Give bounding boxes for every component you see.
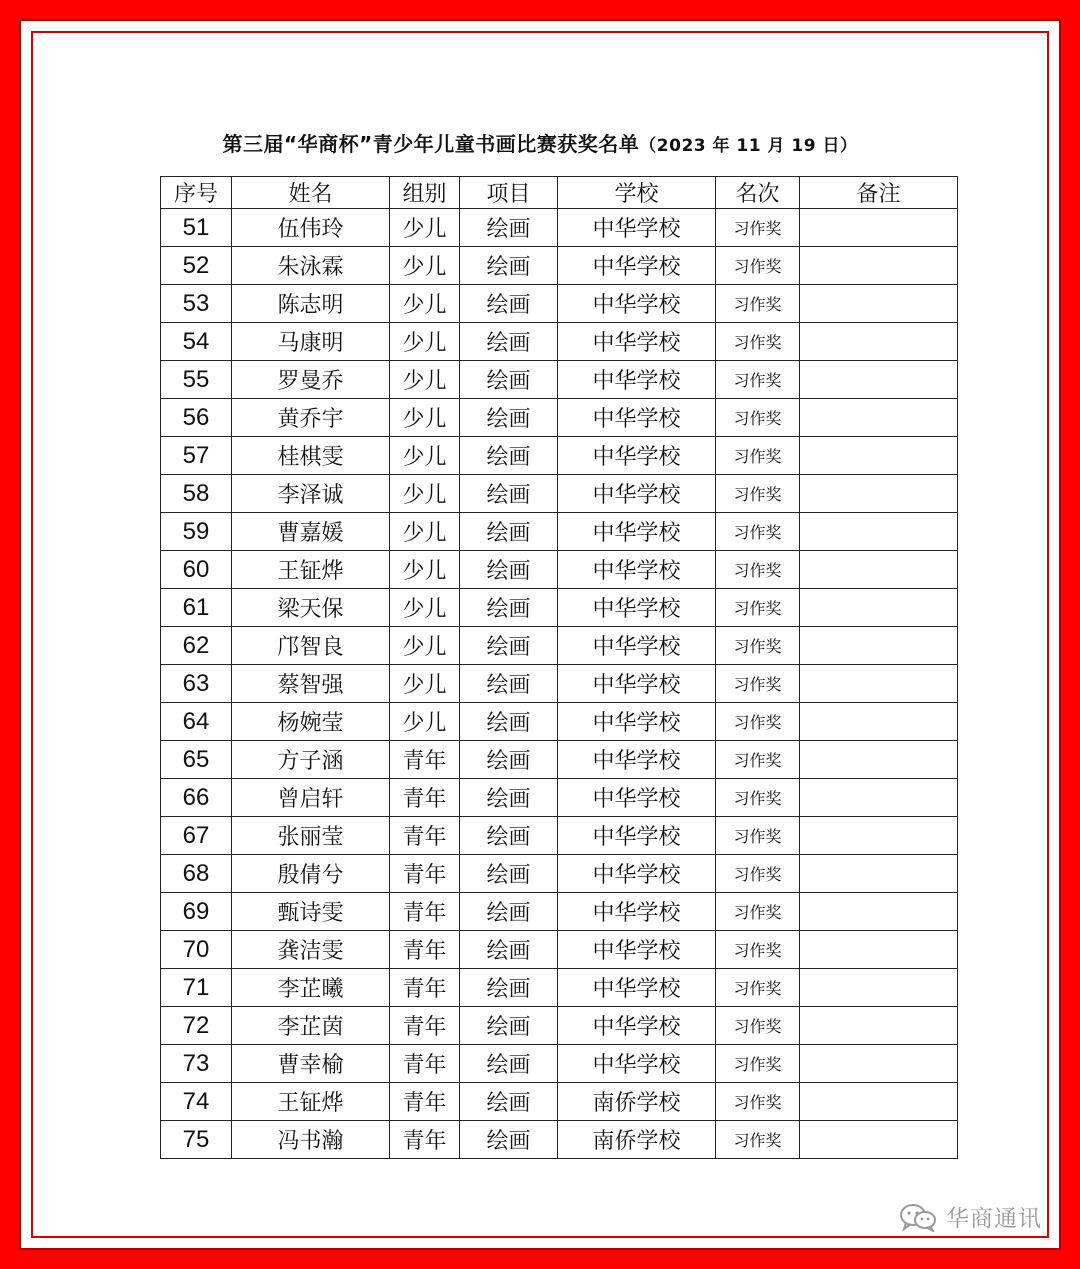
cell-note bbox=[800, 703, 958, 741]
table-row bbox=[161, 247, 958, 285]
table-row bbox=[161, 665, 958, 703]
cell-school: 中华学校 bbox=[558, 247, 716, 285]
cell-rank: 习作奖 bbox=[716, 209, 800, 247]
cell-group: 少儿 bbox=[390, 247, 460, 285]
cell-name: 李芷茵 bbox=[232, 1007, 390, 1045]
cell-name: 王钲烨 bbox=[232, 551, 390, 589]
cell-school: 中华学校 bbox=[558, 1007, 716, 1045]
cell-no: 72 bbox=[161, 1007, 232, 1045]
cell-project: 绘画 bbox=[460, 1007, 558, 1045]
cell-note bbox=[800, 437, 958, 475]
header-project: 项目 bbox=[460, 177, 558, 209]
cell-project: 绘画 bbox=[460, 893, 558, 931]
table-row bbox=[161, 817, 958, 855]
watermark-text: 华商通讯 bbox=[946, 1206, 1042, 1232]
cell-no: 57 bbox=[161, 437, 232, 475]
watermark bbox=[898, 1200, 1042, 1233]
cell-school: 中华学校 bbox=[558, 893, 716, 931]
cell-no: 53 bbox=[161, 285, 232, 323]
table-row bbox=[161, 893, 958, 931]
cell-no: 52 bbox=[161, 247, 232, 285]
cell-rank: 习作奖 bbox=[716, 1007, 800, 1045]
cell-note bbox=[800, 893, 958, 931]
cell-group: 青年 bbox=[390, 741, 460, 779]
cell-project: 绘画 bbox=[460, 627, 558, 665]
cell-group: 少儿 bbox=[390, 323, 460, 361]
cell-no: 62 bbox=[161, 627, 232, 665]
cell-no: 63 bbox=[161, 665, 232, 703]
cell-school: 中华学校 bbox=[558, 665, 716, 703]
cell-project: 绘画 bbox=[460, 1121, 558, 1159]
cell-no: 64 bbox=[161, 703, 232, 741]
cell-project: 绘画 bbox=[460, 551, 558, 589]
cell-name: 曹嘉媛 bbox=[232, 513, 390, 551]
cell-rank: 习作奖 bbox=[716, 399, 800, 437]
table-row bbox=[161, 703, 958, 741]
cell-rank: 习作奖 bbox=[716, 1121, 800, 1159]
cell-school: 中华学校 bbox=[558, 817, 716, 855]
cell-no: 65 bbox=[161, 741, 232, 779]
cell-rank: 习作奖 bbox=[716, 893, 800, 931]
cell-no: 69 bbox=[161, 893, 232, 931]
cell-no: 58 bbox=[161, 475, 232, 513]
cell-project: 绘画 bbox=[460, 361, 558, 399]
cell-no: 59 bbox=[161, 513, 232, 551]
cell-project: 绘画 bbox=[460, 475, 558, 513]
header-school: 学校 bbox=[558, 177, 716, 209]
cell-group: 青年 bbox=[390, 817, 460, 855]
cell-school: 中华学校 bbox=[558, 437, 716, 475]
cell-note bbox=[800, 209, 958, 247]
table-row bbox=[161, 399, 958, 437]
table-row bbox=[161, 779, 958, 817]
cell-rank: 习作奖 bbox=[716, 779, 800, 817]
cell-no: 73 bbox=[161, 1045, 232, 1083]
cell-name: 王钲烨 bbox=[232, 1083, 390, 1121]
cell-rank: 习作奖 bbox=[716, 437, 800, 475]
cell-school: 中华学校 bbox=[558, 209, 716, 247]
cell-project: 绘画 bbox=[460, 741, 558, 779]
cell-no: 71 bbox=[161, 969, 232, 1007]
cell-school: 中华学校 bbox=[558, 323, 716, 361]
cell-name: 黄乔宇 bbox=[232, 399, 390, 437]
cell-school: 中华学校 bbox=[558, 475, 716, 513]
cell-group: 少儿 bbox=[390, 361, 460, 399]
cell-no: 75 bbox=[161, 1121, 232, 1159]
cell-rank: 习作奖 bbox=[716, 551, 800, 589]
cell-rank: 习作奖 bbox=[716, 589, 800, 627]
table-row bbox=[161, 627, 958, 665]
table-row bbox=[161, 437, 958, 475]
cell-group: 青年 bbox=[390, 969, 460, 1007]
cell-school: 中华学校 bbox=[558, 399, 716, 437]
cell-no: 74 bbox=[161, 1083, 232, 1121]
cell-no: 60 bbox=[161, 551, 232, 589]
cell-rank: 习作奖 bbox=[716, 475, 800, 513]
award-table bbox=[160, 176, 958, 1159]
cell-group: 少儿 bbox=[390, 589, 460, 627]
cell-school: 中华学校 bbox=[558, 969, 716, 1007]
header-group: 组别 bbox=[390, 177, 460, 209]
cell-name: 邝智良 bbox=[232, 627, 390, 665]
table-row bbox=[161, 323, 958, 361]
table-row bbox=[161, 475, 958, 513]
cell-rank: 习作奖 bbox=[716, 323, 800, 361]
cell-project: 绘画 bbox=[460, 665, 558, 703]
header-note: 备注 bbox=[800, 177, 958, 209]
cell-school: 中华学校 bbox=[558, 589, 716, 627]
cell-rank: 习作奖 bbox=[716, 247, 800, 285]
cell-group: 少儿 bbox=[390, 285, 460, 323]
cell-group: 少儿 bbox=[390, 627, 460, 665]
cell-group: 少儿 bbox=[390, 665, 460, 703]
table-row bbox=[161, 855, 958, 893]
cell-project: 绘画 bbox=[460, 1045, 558, 1083]
page-title bbox=[0, 128, 1080, 157]
table-row bbox=[161, 589, 958, 627]
cell-no: 56 bbox=[161, 399, 232, 437]
cell-rank: 习作奖 bbox=[716, 817, 800, 855]
table-row bbox=[161, 1083, 958, 1121]
cell-no: 54 bbox=[161, 323, 232, 361]
cell-group: 青年 bbox=[390, 893, 460, 931]
cell-group: 青年 bbox=[390, 1121, 460, 1159]
cell-note bbox=[800, 285, 958, 323]
cell-group: 少儿 bbox=[390, 399, 460, 437]
cell-note bbox=[800, 513, 958, 551]
cell-project: 绘画 bbox=[460, 969, 558, 1007]
cell-name: 马康明 bbox=[232, 323, 390, 361]
cell-project: 绘画 bbox=[460, 1083, 558, 1121]
table-row bbox=[161, 1007, 958, 1045]
cell-school: 中华学校 bbox=[558, 551, 716, 589]
cell-group: 青年 bbox=[390, 931, 460, 969]
cell-project: 绘画 bbox=[460, 247, 558, 285]
wechat-icon bbox=[898, 1202, 938, 1232]
cell-name: 龚洁雯 bbox=[232, 931, 390, 969]
cell-rank: 习作奖 bbox=[716, 741, 800, 779]
cell-school: 南侨学校 bbox=[558, 1121, 716, 1159]
cell-note bbox=[800, 1083, 958, 1121]
cell-no: 66 bbox=[161, 779, 232, 817]
cell-name: 曾启轩 bbox=[232, 779, 390, 817]
title-date: （2023 年 11 月 19 日） bbox=[639, 136, 858, 156]
cell-group: 少儿 bbox=[390, 437, 460, 475]
cell-note bbox=[800, 817, 958, 855]
cell-project: 绘画 bbox=[460, 817, 558, 855]
table-row bbox=[161, 513, 958, 551]
cell-project: 绘画 bbox=[460, 703, 558, 741]
cell-no: 51 bbox=[161, 209, 232, 247]
cell-note bbox=[800, 779, 958, 817]
cell-name: 甄诗雯 bbox=[232, 893, 390, 931]
cell-school: 南侨学校 bbox=[558, 1083, 716, 1121]
cell-rank: 习作奖 bbox=[716, 931, 800, 969]
cell-project: 绘画 bbox=[460, 323, 558, 361]
cell-rank: 习作奖 bbox=[716, 703, 800, 741]
cell-school: 中华学校 bbox=[558, 1045, 716, 1083]
table-row bbox=[161, 209, 958, 247]
cell-name: 殷倩兮 bbox=[232, 855, 390, 893]
cell-group: 青年 bbox=[390, 855, 460, 893]
cell-no: 67 bbox=[161, 817, 232, 855]
cell-note bbox=[800, 855, 958, 893]
cell-name: 李泽诚 bbox=[232, 475, 390, 513]
cell-note bbox=[800, 665, 958, 703]
cell-name: 张丽莹 bbox=[232, 817, 390, 855]
cell-name: 曹幸榆 bbox=[232, 1045, 390, 1083]
cell-group: 青年 bbox=[390, 1083, 460, 1121]
cell-project: 绘画 bbox=[460, 437, 558, 475]
cell-name: 桂棋雯 bbox=[232, 437, 390, 475]
cell-school: 中华学校 bbox=[558, 703, 716, 741]
cell-school: 中华学校 bbox=[558, 855, 716, 893]
cell-group: 青年 bbox=[390, 779, 460, 817]
cell-name: 梁天保 bbox=[232, 589, 390, 627]
cell-rank: 习作奖 bbox=[716, 285, 800, 323]
cell-note bbox=[800, 323, 958, 361]
cell-no: 55 bbox=[161, 361, 232, 399]
table-row bbox=[161, 931, 958, 969]
cell-project: 绘画 bbox=[460, 779, 558, 817]
title-text: 第三届“华商杯”青少年儿童书画比赛获奖名单 bbox=[222, 132, 640, 156]
cell-school: 中华学校 bbox=[558, 741, 716, 779]
cell-note bbox=[800, 551, 958, 589]
cell-rank: 习作奖 bbox=[716, 1083, 800, 1121]
table-row bbox=[161, 1121, 958, 1159]
cell-school: 中华学校 bbox=[558, 513, 716, 551]
cell-name: 伍伟玲 bbox=[232, 209, 390, 247]
cell-note bbox=[800, 969, 958, 1007]
cell-project: 绘画 bbox=[460, 513, 558, 551]
table-row bbox=[161, 1045, 958, 1083]
cell-note bbox=[800, 1045, 958, 1083]
table-row bbox=[161, 741, 958, 779]
cell-note bbox=[800, 247, 958, 285]
cell-group: 青年 bbox=[390, 1045, 460, 1083]
cell-name: 陈志明 bbox=[232, 285, 390, 323]
table-header-row bbox=[161, 177, 958, 209]
cell-project: 绘画 bbox=[460, 931, 558, 969]
cell-note bbox=[800, 361, 958, 399]
cell-name: 方子涵 bbox=[232, 741, 390, 779]
table-row bbox=[161, 969, 958, 1007]
cell-school: 中华学校 bbox=[558, 779, 716, 817]
table-row bbox=[161, 361, 958, 399]
cell-rank: 习作奖 bbox=[716, 969, 800, 1007]
cell-rank: 习作奖 bbox=[716, 361, 800, 399]
cell-note bbox=[800, 931, 958, 969]
cell-note bbox=[800, 399, 958, 437]
cell-rank: 习作奖 bbox=[716, 1045, 800, 1083]
cell-school: 中华学校 bbox=[558, 931, 716, 969]
cell-project: 绘画 bbox=[460, 285, 558, 323]
header-name: 姓名 bbox=[232, 177, 390, 209]
cell-note bbox=[800, 1007, 958, 1045]
cell-group: 青年 bbox=[390, 1007, 460, 1045]
cell-school: 中华学校 bbox=[558, 361, 716, 399]
cell-project: 绘画 bbox=[460, 855, 558, 893]
cell-note bbox=[800, 475, 958, 513]
table-row bbox=[161, 551, 958, 589]
cell-no: 61 bbox=[161, 589, 232, 627]
cell-name: 蔡智强 bbox=[232, 665, 390, 703]
cell-name: 罗曼乔 bbox=[232, 361, 390, 399]
cell-school: 中华学校 bbox=[558, 285, 716, 323]
cell-note bbox=[800, 741, 958, 779]
cell-rank: 习作奖 bbox=[716, 513, 800, 551]
cell-no: 68 bbox=[161, 855, 232, 893]
cell-rank: 习作奖 bbox=[716, 855, 800, 893]
cell-group: 少儿 bbox=[390, 209, 460, 247]
header-rank: 名次 bbox=[716, 177, 800, 209]
cell-rank: 习作奖 bbox=[716, 627, 800, 665]
cell-no: 70 bbox=[161, 931, 232, 969]
cell-name: 冯书瀚 bbox=[232, 1121, 390, 1159]
cell-note bbox=[800, 589, 958, 627]
cell-note bbox=[800, 1121, 958, 1159]
cell-group: 少儿 bbox=[390, 513, 460, 551]
cell-rank: 习作奖 bbox=[716, 665, 800, 703]
cell-group: 少儿 bbox=[390, 703, 460, 741]
cell-note bbox=[800, 627, 958, 665]
cell-group: 少儿 bbox=[390, 475, 460, 513]
cell-school: 中华学校 bbox=[558, 627, 716, 665]
table-row bbox=[161, 285, 958, 323]
cell-project: 绘画 bbox=[460, 399, 558, 437]
header-no: 序号 bbox=[161, 177, 232, 209]
cell-project: 绘画 bbox=[460, 209, 558, 247]
cell-name: 李芷曦 bbox=[232, 969, 390, 1007]
cell-name: 杨婉莹 bbox=[232, 703, 390, 741]
cell-group: 少儿 bbox=[390, 551, 460, 589]
cell-name: 朱泳霖 bbox=[232, 247, 390, 285]
cell-project: 绘画 bbox=[460, 589, 558, 627]
